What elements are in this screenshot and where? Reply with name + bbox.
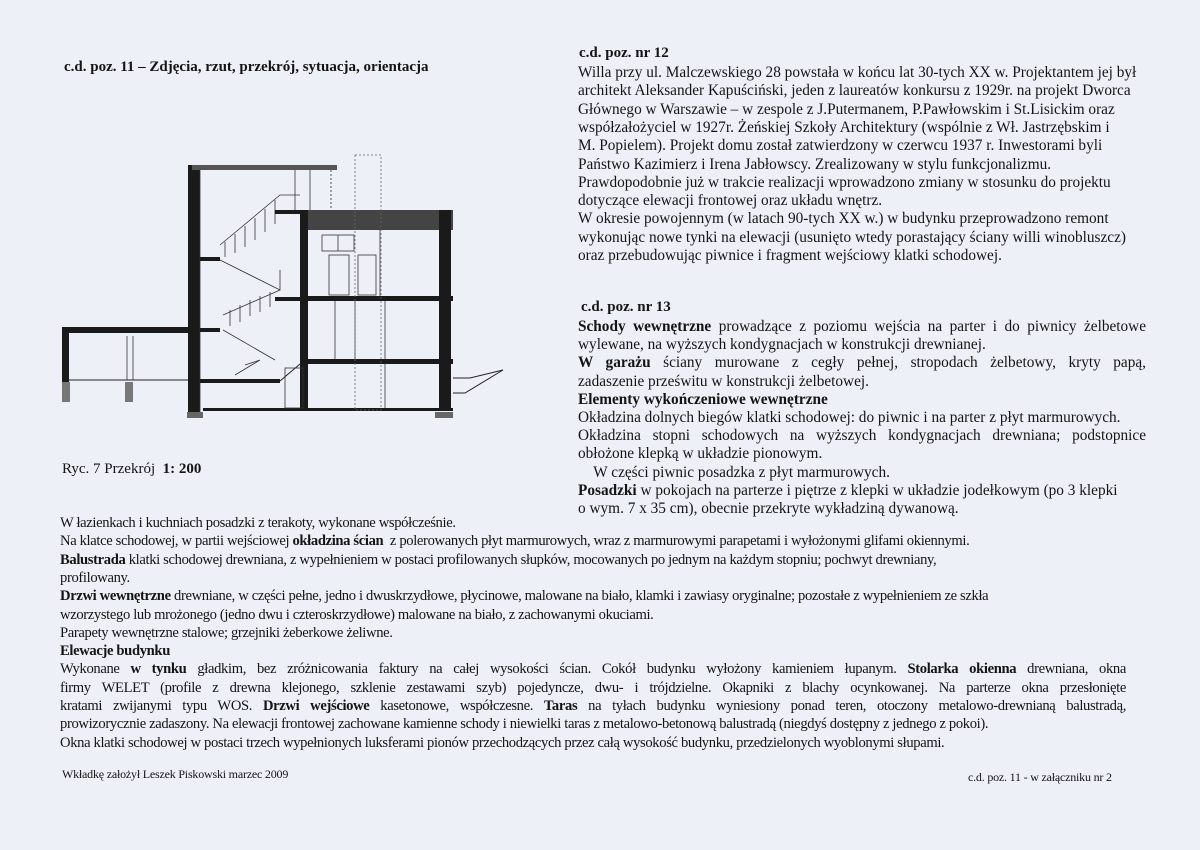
foundation-slab (203, 408, 453, 411)
text-line (60, 735, 1126, 752)
text-run: firmy WELET (profile z drewna klejonego, szklenie zestawami szyb) pojedyncze, dwu- i trójdzielne. Okapniki z blachy ocynkowanej. Na parterze okna przesłonięte (60, 679, 1126, 696)
cross-section-drawing (55, 150, 515, 430)
text-line (60, 515, 1126, 532)
text-line (60, 607, 1126, 624)
text-run: architekt Aleksander Kapuściński, jeden z laureatów konkursu z 1929r. na projekt Dworca (578, 82, 1131, 100)
text-run: wylewane, na wyższych kondygnacjach w konstrukcji drewnianej. (578, 336, 986, 354)
text-run: wzorzystego lub mrożonego (jedno dwu i czteroskrzydłowe) malowane na biało, z zachowanymi okuciami. (60, 606, 654, 623)
text-line (60, 643, 1126, 660)
text-line (578, 336, 1146, 354)
text-run: M. Popielem). Projekt domu został zatwierdzony w czerwcu 1937 r. Inwestorami byli (578, 137, 1103, 155)
footer-continuation: c.d. poz. 11 - w załączniku nr 2 (968, 770, 1112, 784)
text-run: drewniane, w części pełne, jedno i dwuskrzydłowe, płycinowe, malowane na biało, klamki i zawiasy oryginalne; pozostałe z wypełnieniem ze szkła (170, 588, 989, 605)
text-line (60, 588, 1126, 605)
footer-author: Wkładkę założył Leszek Piskowski marzec 2009 (62, 767, 289, 781)
text-line (578, 101, 1126, 119)
text-line (578, 247, 1126, 265)
text-run: Okładzina stopni schodowych na wyższych kondygnacjach drewniana; podstopnice (578, 427, 1146, 445)
text-line (60, 661, 1126, 680)
text-line (60, 698, 1126, 717)
text-run: prowadzące z poziomu wejścia na parter i do piwnicy żelbetowe (711, 318, 1146, 335)
text-line (578, 82, 1131, 100)
text-line (60, 680, 1126, 699)
text-line (60, 533, 1126, 550)
text-run: obłożone klepką w układzie pionowym. (578, 445, 823, 463)
garage-footing (62, 382, 70, 402)
text-run: Prawdopodobnie już w trakcie realizacji wprowadzono zmiany w stosunku do projektu (578, 173, 1111, 191)
bold-term: Schody wewnętrzne (578, 318, 712, 335)
bold-term: Drzwi wewnętrzne (60, 588, 171, 605)
text-line (578, 409, 1146, 427)
text-run: w pokojach na parterze i piętrze z klepki w układzie jodełkowym (po 3 klepki (636, 481, 1118, 499)
text-run: ściany murowane z cegły pełnej, stropodach żelbetowy, kryty papą, (650, 354, 1146, 372)
text-line (578, 482, 1146, 500)
bold-term: Balustrada (60, 551, 126, 568)
text-run: Parapety wewnętrzne stalowe; grzejniki żeberkowe żeliwne. (60, 624, 393, 641)
text-run: Okładzina dolnych biegów klatki schodowej: do piwnic i na parter z płyt marmurowych. (578, 409, 1121, 426)
text-run: Na klatce schodowej, w partii wejściowej (60, 533, 293, 550)
text-line (578, 318, 1146, 337)
garage-footing (125, 382, 133, 402)
section-13-header: c.d. poz. nr 13 (581, 299, 671, 315)
text-run: W łazienkach i kuchniach posadzki z terakoty, wykonane współcześnie. (60, 515, 456, 531)
text-run: Państwo Kazimierz i Irena Jabłowscy. Zrealizowany w stylu funkcjonalizmu. (578, 155, 1052, 173)
text-line (60, 552, 1126, 569)
text-line (578, 192, 1126, 210)
bold-term: okładzina ścian (292, 533, 384, 550)
figure-caption-title: Ryc. 7 Przekrój (62, 461, 156, 477)
text-run: W okresie powojennym (w latach 90-tych XX w.) w budynku przeprowadzono remont (578, 210, 1109, 228)
text-line (578, 137, 1126, 155)
text-run: dotyczące elewacji frontowej oraz układu wnętrz. (578, 192, 883, 210)
text-run: wykonując nowe tynki na elewacji (usunięto wtedy porastający ściany willi winobluszcz) (578, 228, 1126, 246)
bold-term: Stolarka okienna (907, 661, 1017, 678)
tower-wall (188, 165, 200, 413)
left-section-header: c.d. poz. 11 – Zdjęcia, rzut, przekrój, sytuacja, orientacja (64, 59, 429, 75)
tower-roof (192, 165, 337, 170)
text-run: Willa przy ul. Malczewskiego 28 powstała w końcu lat 30-tych XX w. Projektantem jej był (578, 64, 1137, 81)
text-run: Okna klatki schodowej w postaci trzech wypełnionych luksferami pionów przechodzących przez całą wysokość budynku, przedzielonych wyoblonymi słupami. (60, 734, 945, 751)
floor-slab (305, 296, 453, 301)
text-run: drewniana, okna (1016, 661, 1126, 678)
text-run: oraz przebudowując piwnice i fragment wejściowy klatki schodowej. (578, 247, 1002, 264)
text-line (60, 716, 1126, 733)
floor-slab (305, 359, 453, 364)
outer-wall (439, 210, 451, 410)
text-run: z polerowanych płyt marmurowych, wraz z marmurowymi parapetami i wyłożonymi glifami okiennymi. (383, 533, 970, 550)
text-line (578, 119, 1126, 137)
text-run: na tyłach budynku wyniesiony ponad teren, otoczony metalowo-drewnianą balustradą, (577, 698, 1126, 714)
text-run: współzałożyciel w 1927r. Żeńskiej Szkoły Architektury (wspólnie z Wł. Jastrzębskim i (578, 118, 1110, 136)
figure-caption (62, 461, 201, 478)
text-line (578, 156, 1126, 174)
text-line (578, 445, 1146, 463)
bold-term: W garażu (578, 354, 651, 372)
figure-caption-scale: 1: 200 (162, 461, 202, 477)
text-run: Wykonane (60, 661, 131, 678)
text-line (578, 174, 1126, 192)
text-run: kratami zwijanymi typu WOS. (60, 698, 263, 714)
text-run: W części piwnic posadzka z płyt marmurowych. (578, 463, 890, 481)
text-line (578, 427, 1146, 446)
text-run: kasetonowe, współczesne. (369, 698, 544, 714)
section-12-header: c.d. poz. nr 12 (579, 45, 669, 61)
text-run: gładkim, bez zróżnicowania faktury na całej wysokości ścian. Cokół budynku wyłożony kamieniem łupanym. (186, 661, 908, 678)
text-run: zadaszenie prześwitu w konstrukcji żelbetowej. (578, 372, 869, 390)
text-line (578, 64, 1137, 82)
text-run: profilowany. (60, 569, 130, 586)
text-line (60, 625, 1126, 642)
text-run: o wym. 7 x 35 cm), obecnie przekryte wykładziną dywanową. (578, 500, 959, 517)
garage-wall (62, 327, 69, 382)
text-line (578, 229, 1126, 247)
text-line (578, 354, 1146, 373)
basement-floor (200, 379, 280, 383)
text-line (60, 570, 1126, 587)
text-line (578, 373, 1146, 391)
text-run: Głównego w Warszawie – w zespole z J.Putermanem, P.Pawłowskim i St.Lisickim oraz (578, 100, 1115, 118)
text-line (578, 210, 1126, 228)
bold-term: Elementy wykończeniowe wewnętrzne (578, 390, 828, 408)
bold-term: Taras (543, 698, 578, 714)
garage-roof (62, 327, 190, 333)
bold-term: w tynku (130, 661, 187, 678)
bold-term: Drzwi wejściowe (262, 698, 370, 714)
text-run: prowizorycznie zadaszony. Na elewacji frontowej zachowane kamienne schody i niewielki taras z metalowo-betonową balustradą (niegdyś dostępny z jednego z pokoi). (60, 716, 989, 733)
text-line (578, 391, 1146, 409)
bold-term: Posadzki (578, 481, 637, 499)
text-run: klatki schodowej drewniana, z wypełnieniem w postaci profilowanych słupków, mocowanych po jednym na każdym stopniu; pochwyt drewniany, (125, 551, 937, 568)
text-line (578, 464, 1146, 482)
bold-term: Elewacje budynku (60, 643, 170, 660)
roof-slab (305, 210, 453, 230)
inner-wall (300, 210, 308, 410)
